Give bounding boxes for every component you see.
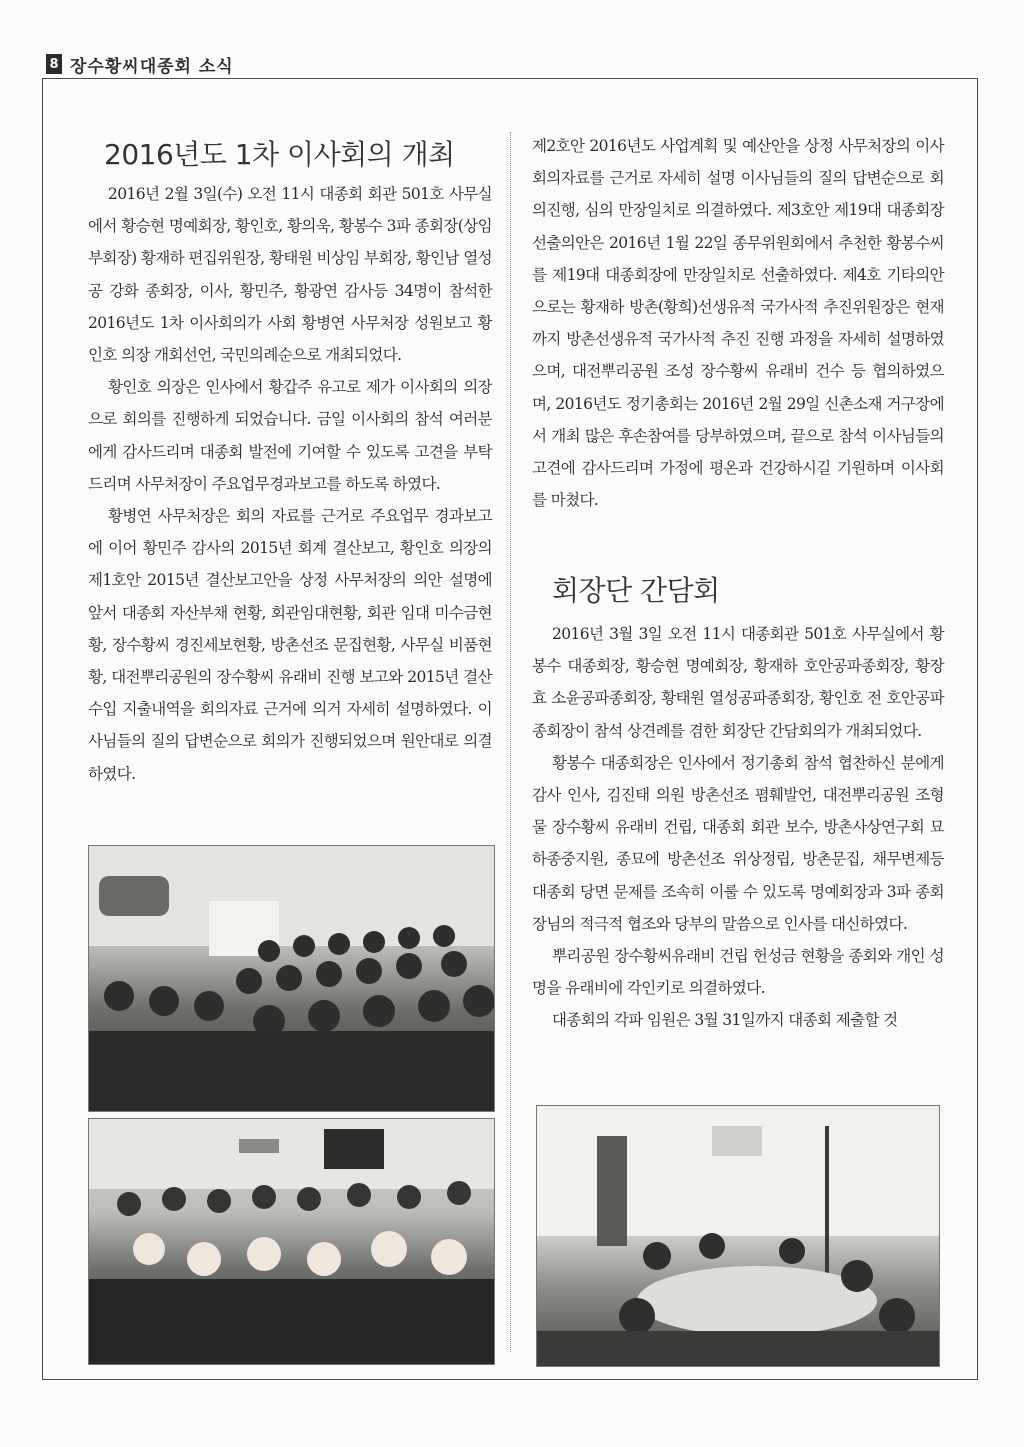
article-1-title: 2016년도 1차 이사회의 개최 [104,138,455,171]
article-2-title: 회장단 간담회 [552,574,720,607]
article-1-paragraph-1: 2016년 2월 3일(수) 오전 11시 대종회 회관 501호 사무실에서 황승현 명예회장, 황인호, 황의욱, 황봉수 3파 종회장(상임부회장) 황재하 편집위원장, 황태원 비상임 부회장, 황인남 열성공 강화 종회장, 이사, 황민주, 황광연 감사등 34명이 참석한 2016년도 1차 이사회의가 사회 황병연 사무처장 성원보고 황인호 의장 개회선언, 국민의례순으로 개최되었다. [88,185,492,365]
article-2-body [532,618,944,1037]
page-header [46,52,234,76]
article-2-paragraph-4: 대종회의 각파 임원은 3월 31일까지 대종회 제출할 것 [552,1011,898,1030]
page-number: 8 [46,54,62,74]
article-1-paragraph-3: 황병연 사무처장은 회의 자료를 근거로 주요업무 경과보고에 이어 황민주 감사의 2015년 회계 결산보고, 황인호 의장의 제1호안 2015년 결산보고안을 상정 사무처장의 의안 설명에 앞서 대종회 자산부채 현황, 회관임대현황, 회관 임대 미수금현황, 장수황씨 경진세보현황, 방촌선조 문집현황, 사무실 비품현황, 대전뿌리공원의 장수황씨 유래비 진행 보고와 2015년 결산 수입 지출내역을 회의자료 근거에 의거 자세히 설명하였다. 이사님들의 질의 답변순으로 회의가 진행되었으며 원안대로 의결하였다. [88,507,492,783]
article-2-paragraph-1: 2016년 3월 3일 오전 11시 대종회관 501호 사무실에서 황봉수 대종회장, 황승현 명예회장, 황재하 호안공파종회장, 황장효 소윤공파종회장, 황태원 열성공파종회장, 황인호 전 호안공파종회장이 참석 상견례를 겸한 회장단 간담회의가 개최되었다. [532,625,944,740]
right-column [532,130,944,1030]
article-1-continuation: 제2호안 2016년도 사업계획 및 예산안을 상정 사무처장의 이사회의자료를 근거로 자세히 설명 이사님들의 질의 답변순으로 회의진행, 심의 만장일치로 의결하였다. 제3호안 제19대 대종회장 선출의안은 2016년 1월 22일 종무위원회에서 추천한 황봉수씨를 제19대 대종회장에 만장일치로 선출하였다. 제4호 기타의안으로는 황재하 방촌(황희)선생유적 국가사적 추진위원장은 현재까지 방촌선생유적 국가사적 추진 진행 과정을 자세히 설명하였으며, 대전뿌리공원 조성 장수황씨 유래비 건수 등 협의하였으며, 2016년도 정기총회는 2016년 2월 29일 신촌소재 거구장에서 개최 많은 후손참여를 당부하였으며, 끝으로 참석 이사님들의 고견에 감사드리며 가정에 평온과 건강하시길 기원하며 이사회를 마쳤다. [532,137,944,510]
newsletter-title: 장수황씨대종회 소식 [70,56,234,77]
article-1-paragraph-2: 황인호 의장은 인사에서 황갑주 유고로 제가 이사회의 의장으로 회의를 진행하게 되었습니다. 금일 이사회의 참석 여러분에게 감사드리며 대종회 발전에 기여할 수 있도록 고견을 부탁드리며 사무처장이 주요업무경과보고를 하도록 하였다. [88,378,492,493]
column-divider [510,132,511,1352]
left-column [88,178,492,790]
round-table-meeting-photo [536,1105,940,1367]
article-2-paragraph-2: 황봉수 대종회장은 인사에서 정기총회 참석 협찬하신 분에게 감사 인사, 김진태 의원 방촌선조 폄훼발언, 대전뿌리공원 조형물 장수황씨 유래비 건립, 대종회 회관 보수, 방촌사상연구회 묘하종중지원, 종묘에 방촌선조 위상정립, 방촌문집, 채무변제등 대종회 당면 문제를 조속히 이룰 수 있도록 명예회장과 3파 종회장님의 적극적 협조와 당부의 말씀으로 인사를 대신하였다. [532,753,944,933]
meeting-attendees-photo [88,1118,495,1365]
article-2-paragraph-3: 뿌리공원 장수황씨유래비 건립 헌성금 현황을 종회와 개인 성명을 유래비에 각인키로 의결하였다. [532,947,944,998]
meeting-audience-photo [88,845,495,1112]
